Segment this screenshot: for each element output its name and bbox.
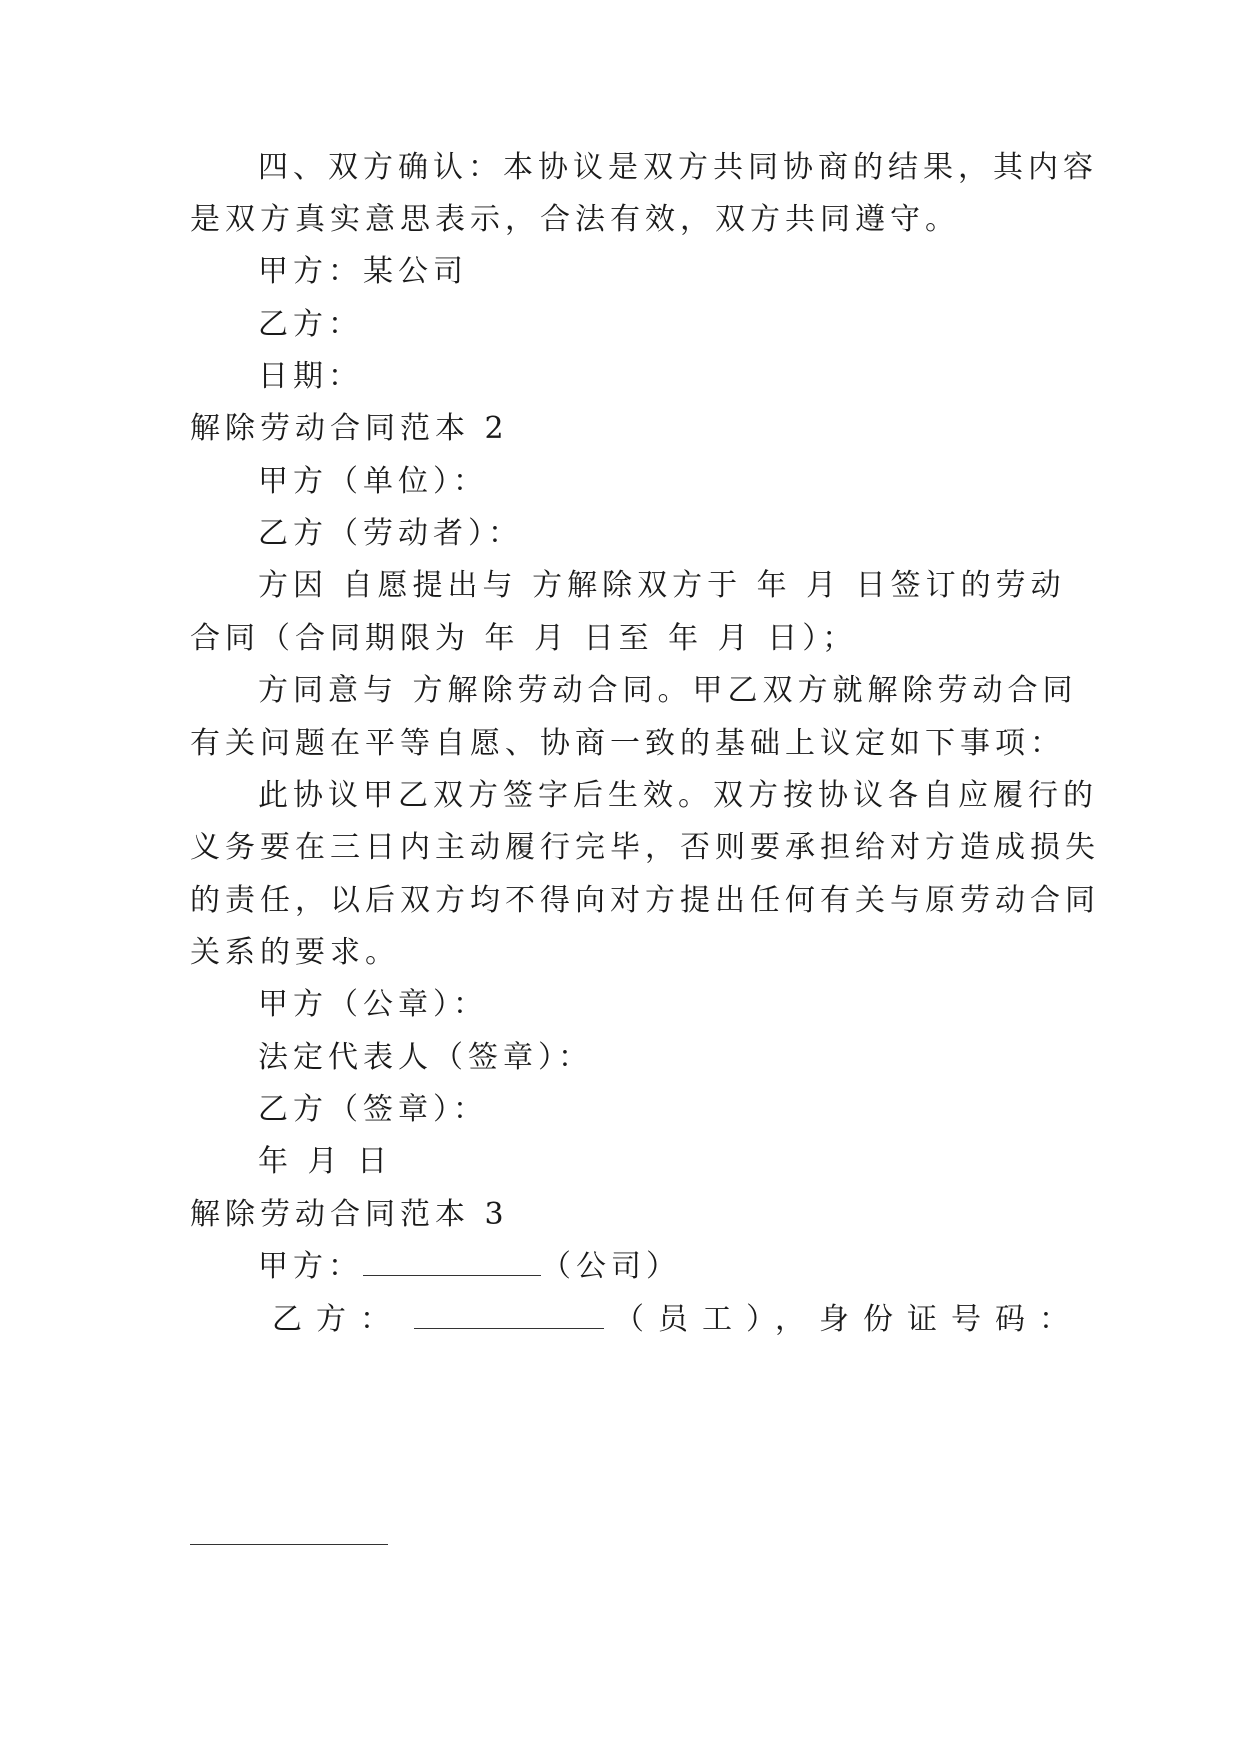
sample-2-paragraph-2-line-1: 方同意与 方解除劳动合同。甲乙双方就解除劳动合同 xyxy=(258,673,1078,708)
sample-3-title: 解除劳动合同范本 3 xyxy=(190,1197,509,1232)
sample-2-party-b: 乙方（劳动者）： xyxy=(258,516,523,551)
sample-2-party-a: 甲方（单位）： xyxy=(258,464,488,499)
sample-3-party-a xyxy=(258,1247,1070,1287)
blank-id-number-field xyxy=(190,1544,388,1545)
blank-employee-field xyxy=(414,1306,604,1329)
sample-2-title: 解除劳动合同范本 2 xyxy=(190,411,509,446)
sample-3-party-a-suffix: （公司） xyxy=(541,1249,681,1284)
sample-2-paragraph-1-line-2: 合同（合同期限为 年 月 日至 年 月 日）； xyxy=(190,621,858,656)
sample-2-paragraph-3-line-4: 关系的要求。 xyxy=(190,935,400,970)
sample-2-paragraph-3-line-1: 此协议甲乙双方签字后生效。双方按协议各自应履行的 xyxy=(258,778,1098,813)
sample-2-sign-representative: 法定代表人（签章）： xyxy=(258,1040,593,1075)
sample-2-sign-party-a: 甲方（公章）： xyxy=(258,987,488,1022)
sample-3-party-a-label: 甲方： xyxy=(258,1249,363,1284)
sample-3-party-b-label: 乙方： xyxy=(272,1302,404,1337)
party-a-line: 甲方：某公司 xyxy=(258,254,468,289)
date-line: 日期： xyxy=(258,359,363,394)
sample-2-paragraph-3-line-3: 的责任，以后双方均不得向对方提出任何有关与原劳动合同 xyxy=(190,883,1100,918)
party-b-line: 乙方： xyxy=(258,307,363,342)
sample-3-party-b xyxy=(272,1300,1083,1340)
sample-2-sign-date: 年 月 日 xyxy=(258,1144,393,1179)
paragraph-4-line-2: 是双方真实意思表示，合法有效，双方共同遵守。 xyxy=(190,202,960,237)
sample-2-paragraph-3-line-2: 义务要在三日内主动履行完毕，否则要承担给对方造成损失 xyxy=(190,830,1100,865)
sample-3-party-b-suffix: （员工），身份证号码： xyxy=(614,1302,1083,1337)
blank-company-field xyxy=(363,1253,541,1276)
sample-2-paragraph-1-line-1: 方因 自愿提出与 方解除双方于 年 月 日签订的劳动 xyxy=(258,568,1066,603)
sample-2-sign-party-b: 乙方（签章）： xyxy=(258,1092,488,1127)
sample-2-paragraph-2-line-2: 有关问题在平等自愿、协商一致的基础上议定如下事项： xyxy=(190,726,1065,761)
paragraph-4-line-1: 四、双方确认：本协议是双方共同协商的结果，其内容 xyxy=(258,150,1098,185)
